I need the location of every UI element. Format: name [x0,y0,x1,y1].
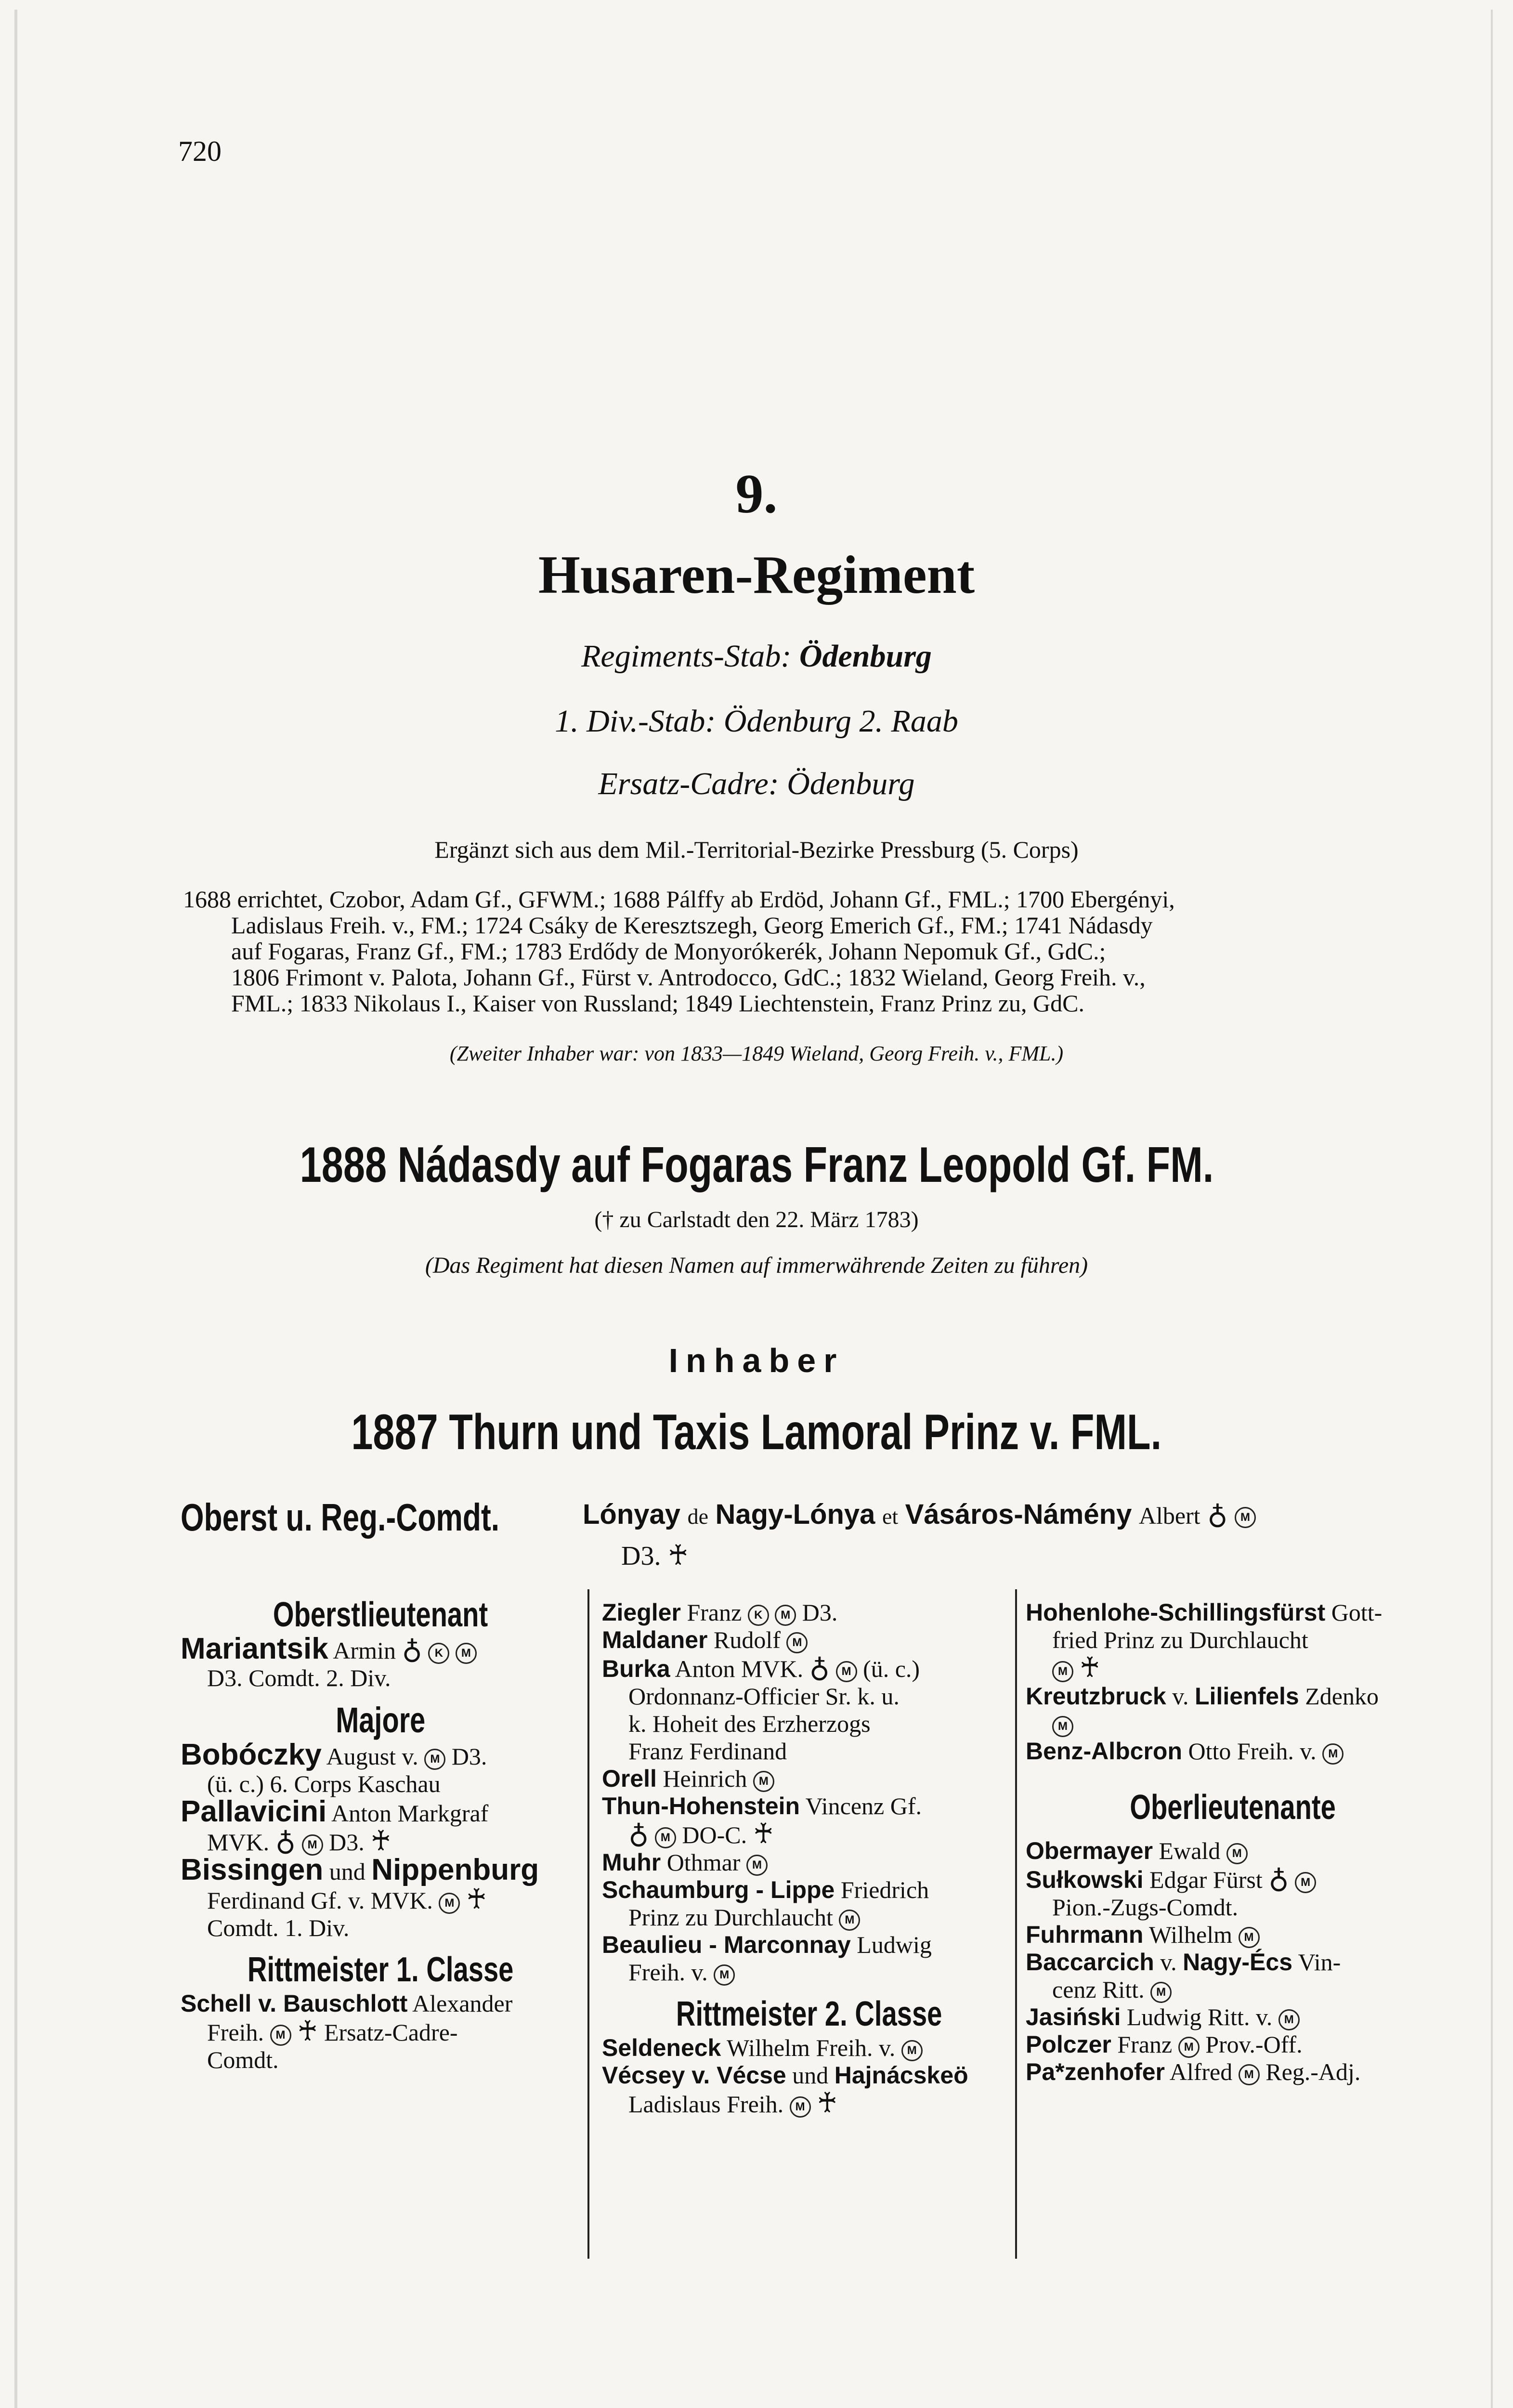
m-icon: M [839,1910,860,1931]
list-item [1026,2003,1440,2031]
ersatz-place: Ödenburg [787,766,915,801]
history-paragraph [183,886,1435,1016]
history-line: Ladislaus Freih. v., FM.; 1724 Csáky de Keresztszegh, Georg Emerich Gf., FM.; 1741 Nádasdy [231,912,1153,939]
rest: Prov.-Off. [1205,2031,1303,2058]
person-name: Baccarcich [1026,1949,1154,1976]
column-middle [602,1599,1016,2118]
person-name: Beaulieu - Marconnay [602,1931,851,1958]
list-item [602,1654,1016,1683]
first-name: Armin [333,1637,396,1664]
list-item [602,1876,1016,1904]
oberstlt-heading: Oberstlieutenant [273,1596,488,1634]
person-name: Burka [602,1655,670,1682]
cont-text: cenz Ritt. [1052,1976,1145,2003]
div-stab-num2: 2. [859,704,884,739]
first-name: Vin- [1298,1949,1341,1976]
person-name: Ziegler [602,1599,681,1626]
page-number: 720 [178,135,222,167]
list-item [181,1990,580,2017]
order-icon: ♁ [275,1825,296,1857]
list-item [181,1738,580,1771]
person-name: Schaumburg - Lippe [602,1876,835,1903]
m-icon: M [1239,1927,1260,1948]
list-item-cont [181,2017,580,2046]
list-item-cont: (ü. c.) 6. Corps Kaschau [207,1770,441,1797]
m-icon: M [1322,1743,1343,1765]
list-item [602,1793,1016,1820]
list-item [602,2034,1016,2062]
list-item [1026,1949,1440,1976]
list-item [1026,2031,1440,2058]
person-name: Bissingen [181,1853,324,1886]
inhaber-text: 1887 Thurn und Taxis Lamoral Prinz v. FML. [351,1404,1162,1460]
first-name: Ewald [1159,1837,1221,1864]
k-icon: K [428,1643,449,1664]
list-item-cont [1026,1976,1440,2003]
m-icon: M [753,1771,774,1792]
regiment-number: 9. [735,463,778,525]
first-name: Wilhelm Freih. v. [726,2034,896,2061]
stab-label: Regiments-Stab: [581,639,792,674]
ersatz-label: Ersatz-Cadre: [598,766,779,801]
m-icon: M [1235,1507,1256,1528]
m-icon: M [1295,1872,1316,1893]
namesake-heading [0,1137,1513,1194]
cont-text: Freih. v. [628,1959,708,1986]
regiments-stab [0,638,1513,675]
section-heading [181,1700,580,1740]
mvk: MVK. [207,1829,270,1856]
list-item-cont: Ordonnanz-Officier Sr. k. u. [628,1683,900,1710]
m-icon: M [1239,2064,1260,2085]
section-heading [602,1995,1016,2033]
order-icon: ♁ [1268,1863,1289,1894]
m-icon: M [1052,1661,1073,1682]
m-icon: M [655,1827,676,1848]
list-item-cont: Franz Ferdinand [628,1738,787,1765]
list-item-cont: D3. Comdt. 2. Div. [207,1664,391,1691]
list-item-cont [181,1885,580,1914]
list-item [602,1765,1016,1793]
list-item-cont: k. Hoheit des Erzherzogs [628,1710,871,1737]
person-name: Sułkowski [1026,1866,1144,1893]
first-name: Otto Freih. v. [1188,1738,1317,1765]
rm1-heading: Rittmeister 1. Classe [247,1950,514,1989]
list-item [181,1632,580,1665]
person-name: Muhr [602,1849,661,1876]
cross-icon: ♰ [297,2015,318,2047]
history-line: auf Fogaras, Franz Gf., FM.; 1783 Erdődy de Monyorókerék, Johann Nepomuk Gf., GdC.; [231,938,1106,965]
oberst-name3: Vásáros-Námény [905,1499,1132,1530]
person-name: Maldaner [602,1626,708,1653]
first-name: Wilhelm [1149,1921,1232,1948]
m-icon: M [439,1893,460,1914]
m-icon: M [786,1632,808,1653]
first-name: Edgar Fürst [1149,1866,1263,1893]
oberst-name1: Lónyay [583,1499,681,1530]
list-item [1026,1837,1440,1865]
list-item [1026,1921,1440,1949]
list-item [181,1853,580,1886]
list-item-cont [602,2089,1016,2118]
list-item [1026,1738,1440,1765]
person-name: Schell v. Bauschlott [181,1990,408,2017]
first-name: Ludwig [857,1931,932,1958]
list-item-cont [1026,1654,1440,1683]
oberst-name2: Nagy-Lónya [715,1499,875,1530]
div-stab-place1: Ödenburg [723,704,852,739]
column-right [1026,1599,1440,2086]
order-icon: ♁ [809,1652,830,1683]
person-name: Orell [602,1765,657,1792]
oberst-de: de [687,1504,708,1529]
inhaber-heading-text: Inhaber [668,1342,845,1379]
cont-text: Prinz zu Durchlaucht [628,1904,833,1931]
history-line: 1688 errichtet, Czobor, Adam Gf., GFWM.; 1688 Pálffy ab Erdöd, Johann Gf., FML.; 1700 Ebergényi, [183,886,1175,913]
m-icon: M [1278,2009,1300,2030]
freih: Freih. [207,2019,264,2046]
list-item-cont [602,1959,1016,1986]
oberst-name [583,1498,1256,1531]
person-name: Vécsey v. Vécse [602,2062,786,2089]
oberst-d3-text: D3. [621,1541,661,1571]
cross-icon: ♰ [466,1884,487,1915]
list-item [602,2062,1016,2089]
cross-icon: ♰ [667,1540,689,1571]
list-item-cont [1026,1710,1440,1738]
first-name: Zdenko [1305,1683,1379,1710]
section-heading [181,1950,580,1989]
person-name2: Nippenburg [371,1853,539,1886]
first-name: Anton MVK. [675,1655,804,1682]
first-name: Rudolf [714,1626,781,1653]
m-icon: M [302,1834,323,1856]
erganzt-line: Ergänzt sich aus dem Mil.-Territorial-Bezirke Pressburg (5. Corps) [434,836,1079,863]
person-name: Bobóczky [181,1738,322,1771]
list-item-cont [602,1904,1016,1931]
order-icon: ♁ [628,1818,649,1849]
ersatz: Ersatz-Cadre- [324,2019,458,2046]
first-name: Alexander [412,1990,513,2017]
person-name: Mariantsik [181,1632,328,1665]
history-line: FML.; 1833 Nikolaus I., Kaiser von Russland; 1849 Liechtenstein, Franz Prinz zu, GdC. [231,990,1084,1017]
person-name: Pallavicini [181,1795,327,1828]
first-name: Alfred [1169,2058,1233,2085]
d3: D3. [451,1743,487,1770]
oberst-label [181,1495,589,1540]
zweiter-inhaber-note: (Zweiter Inhaber war: von 1833—1849 Wieland, Georg Freih. v., FML.) [449,1042,1064,1065]
m-icon: M [775,1605,796,1626]
d3: D3. [802,1599,838,1626]
majore-heading: Majore [335,1700,426,1740]
list-item [1026,1865,1440,1894]
m-icon: M [456,1643,477,1664]
list-item [602,1626,1016,1654]
list-item-cont [602,1820,1016,1849]
rest: Ferdinand Gf. v. MVK. [207,1887,433,1914]
d3: D3. [329,1829,365,1856]
ersatz-cadre [0,766,1513,802]
oberst-d3 [621,1539,689,1571]
list-item [602,1931,1016,1959]
div-stab [0,703,1513,740]
first-name: Othmar [666,1849,741,1876]
order-icon: ♁ [1207,1499,1228,1530]
und: und [329,1858,365,1885]
person-name: Obermayer [1026,1837,1153,1864]
m-icon: M [1178,2037,1200,2058]
uc: (ü. c.) [863,1655,920,1682]
m-icon: M [1052,1716,1073,1737]
person-name: Benz-Albcron [1026,1738,1182,1765]
list-item-cont: Comdt. [207,2046,279,2073]
page-title: Husaren-Regiment [538,545,975,605]
first-name: Anton Markgraf [331,1800,489,1827]
person-name: Kreutzbruck [1026,1683,1166,1710]
list-item-cont: Comdt. 1. Div. [207,1914,350,1941]
list-item-cont [181,1827,580,1856]
stab-place: Ödenburg [799,639,932,674]
first-name: Friedrich [840,1876,929,1903]
list-item [1026,2058,1440,2086]
list-item-cont: fried Prinz zu Durchlaucht [1052,1626,1308,1653]
rest: Reg.-Adj. [1265,2058,1361,2085]
regiment-note: (Das Regiment hat diesen Namen auf immerwährende Zeiten zu führen) [425,1253,1088,1278]
person-name2: Lilienfels [1195,1683,1299,1710]
namesake-text: 1888 Nádasdy auf Fogaras Franz Leopold Gf. FM. [300,1137,1213,1193]
k-icon: K [748,1605,769,1626]
div-stab-label: 1. Div.-Stab: [555,704,716,739]
von: v. [1172,1683,1189,1710]
first-name: Gott- [1331,1599,1383,1626]
cross-icon: ♰ [753,1818,774,1849]
history-line: 1806 Frimont v. Palota, Johann Gf., Fürst v. Antrodocco, GdC.; 1832 Wieland, Georg Freih. v., [231,964,1146,991]
div-stab-place2: Raab [891,704,958,739]
m-icon: M [901,2040,923,2061]
inhaber-heading [0,1341,1513,1381]
oberst-label-text: Oberst u. Reg.-Comdt. [181,1496,500,1539]
m-icon: M [836,1661,857,1682]
first-name: Ludwig Ritt. v. [1126,2003,1273,2030]
section-heading [181,1596,580,1634]
cross-icon: ♰ [370,1825,391,1857]
first-name: August v. [326,1743,418,1770]
m-icon: M [424,1749,445,1770]
m-icon: M [1150,1982,1172,2003]
oblt-heading: Oberlieutenante [1130,1788,1336,1827]
namesake-died: († zu Carlstadt den 22. März 1783) [594,1207,919,1232]
list-item [602,1599,1016,1626]
oberst-et: et [882,1504,899,1529]
m-icon: M [270,2025,291,2046]
person-name: Jasiński [1026,2003,1121,2030]
cont-text: Ladislaus Freih. [628,2091,784,2118]
m-icon: M [1226,1843,1248,1864]
m-icon: M [714,1964,735,1986]
column-left [181,1597,580,2074]
column-divider [587,1589,589,2259]
list-item [181,1795,580,1828]
person-name: Seldeneck [602,2034,721,2061]
person-name: Hohenlohe-Schillingsfürst [1026,1599,1326,1626]
und: und [792,2062,829,2089]
first-name: Vincenz Gf. [805,1793,922,1819]
list-item-cont: Pion.-Zugs-Comdt. [1052,1894,1239,1921]
person-name2: Nagy-Écs [1183,1949,1293,1976]
first-name: Heinrich [663,1765,747,1792]
person-name: Thun-Hohenstein [602,1793,800,1819]
list-item [602,1849,1016,1876]
cross-icon: ♰ [817,2087,838,2119]
first-name: Franz [1117,2031,1173,2058]
person-name: Pa*zenhofer [1026,2058,1165,2085]
doc: DO-C. [682,1821,747,1848]
person-name2: Hajnácskeö [834,2062,968,2089]
person-name: Fuhrmann [1026,1921,1144,1948]
person-name: Polczer [1026,2031,1111,2058]
rm2-heading: Rittmeister 2. Classe [676,1995,942,2033]
oberst-first: Albert [1138,1502,1200,1529]
list-item [1026,1683,1440,1710]
von: v. [1160,1949,1177,1976]
order-icon: ♁ [402,1634,422,1665]
section-heading [1026,1788,1440,1827]
first-name: Franz [687,1599,742,1626]
inhaber-name [0,1404,1513,1461]
cross-icon: ♰ [1079,1652,1100,1683]
list-item [1026,1599,1440,1626]
m-icon: M [790,2096,811,2118]
m-icon: M [746,1855,768,1876]
